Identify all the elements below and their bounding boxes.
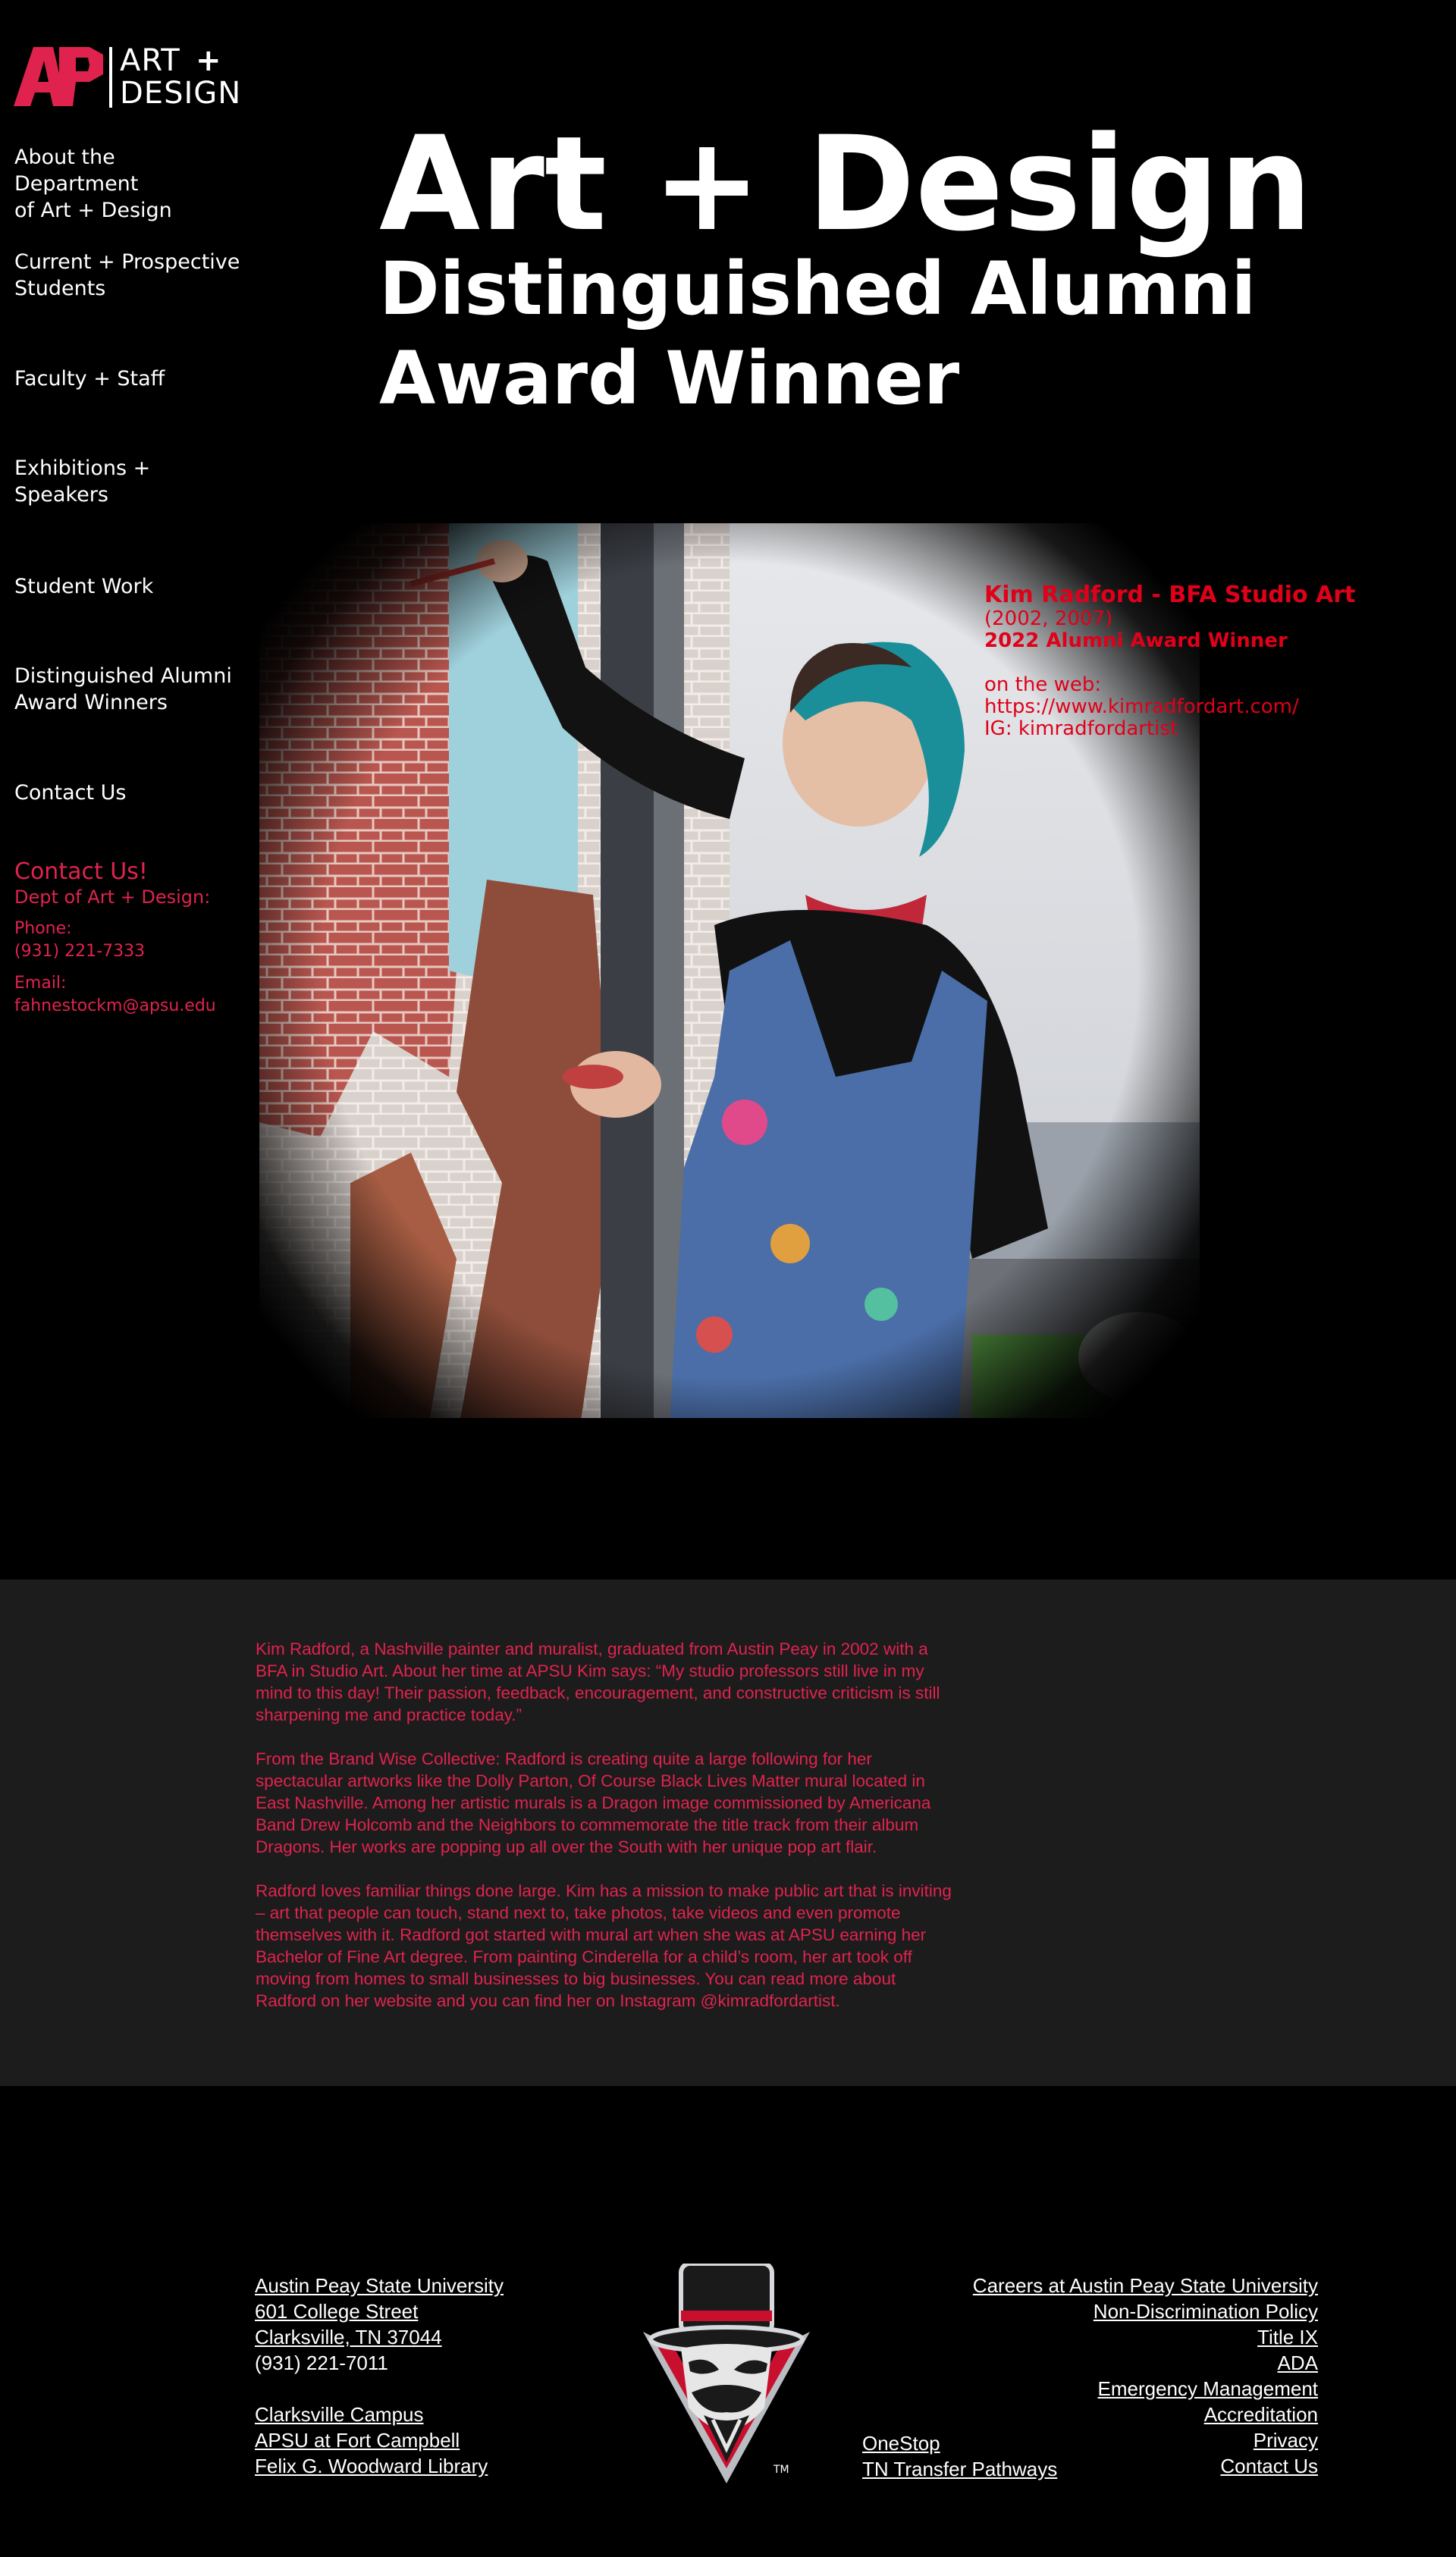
nav-item-alumni-winners[interactable]: Distinguished Alumni Award Winners [14,664,232,714]
page-title: Art + Design [379,108,1313,260]
nav-item-exhibitions[interactable]: Exhibitions + Speakers [14,456,151,507]
footer-gap [255,2376,619,2402]
nav-item-about[interactable]: About the Department of Art + Design [14,146,172,222]
footer-address [255,2273,619,2479]
bio-text [256,1638,953,2034]
winner-website-link[interactable]: https://www.kimradfordart.com/ [984,695,1299,718]
footer-link-library[interactable]: Felix G. Woodward Library [255,2455,488,2477]
footer-link-title-ix[interactable]: Title IX [1257,2326,1318,2348]
winner-years: (2002, 2007) [984,607,1113,630]
footer-link-tn-transfer[interactable]: TN Transfer Pathways [862,2458,1058,2480]
winner-info [984,582,1379,740]
contact-phone-label: Phone: [14,919,72,938]
winner-spacer [984,652,1379,674]
footer-link-non-discrimination[interactable]: Non-Discrimination Policy [1093,2300,1318,2323]
footer-city-link[interactable]: Clarksville, TN 37044 [255,2326,442,2348]
winner-name: Kim Radford - BFA Studio Art [984,582,1356,608]
contact-email-label: Email: [14,974,67,993]
contact-dept: Dept of Art + Design: [14,886,211,908]
contact-email[interactable]: fahnestockm@apsu.edu [14,996,216,1015]
mascot-tm: TM [774,2464,789,2476]
winner-web-label: on the web: [984,673,1102,696]
winner-instagram[interactable]: IG: kimradfordartist [984,717,1178,740]
contact-phone[interactable]: (931) 221-7333 [14,942,146,961]
nav-item-student-work[interactable]: Student Work [14,575,154,598]
bio-paragraph-2: From the Brand Wise Collective: Radford is creating quite a large following for her spectacular artworks like the Dolly Parton, Of Course Black Lives Matter mural located in East Nashville. Among her artistic murals is a Dragon image commissioned by Americana Band Drew Holcomb and the Neighbors to commemorate the title track from their album Dragons. Her works are popping up all over the South with her unique pop art flair. [256,1749,931,1856]
ap-logo-icon [14,47,103,106]
contact-title: Contact Us! [14,858,148,885]
footer-link-privacy[interactable]: Privacy [1253,2429,1318,2452]
bio-paragraph-3: Radford loves familiar things done large. Kim has a mission to make public art that is inviting – art that people can touch, stand next to, take photos, take videos and even promote themselves with it. Radford got started with mural art when she was at APSU earning her Bachelor of Fine Art degree. From painting Cinderella for a child’s room, her art took off moving from homes to small businesses to big businesses. You can read more about Radford on her website and you can find her on Instagram @kimradfordartist. [256,1881,952,2010]
logo-divider [109,47,112,108]
logo-art-text: ART [120,43,180,78]
governor-mascot-icon[interactable] [628,2264,825,2483]
logo-plus-icon: + [196,43,221,78]
bio-paragraph-1: Kim Radford, a Nashville painter and muralist, graduated from Austin Peay in 2002 with a BFA in Studio Art. About her time at APSU Kim says: “My studio professors still live in my mind to this day! Their passion, feedback, encouragement, and constructive criticism is still sharpening me and practice today.” [256,1639,940,1724]
footer-phone: (931) 221-7011 [255,2351,388,2374]
nav-item-students[interactable]: Current + Prospective Students [14,250,240,300]
subtitle-line-1: Distinguished Alumni [379,246,1257,331]
site-logo[interactable] [14,43,242,111]
subtitle-line-2: Award Winner [379,336,960,421]
footer-link-emergency[interactable]: Emergency Management [1097,2377,1318,2400]
contact-block [14,858,257,1018]
footer-link-clarksville-campus[interactable]: Clarksville Campus [255,2403,424,2426]
footer-link-fort-campbell[interactable]: APSU at Fort Campbell [255,2429,460,2452]
nav-item-contact[interactable]: Contact Us [14,781,127,805]
page-subtitle [379,244,1256,423]
footer-university-link[interactable]: Austin Peay State University [255,2274,504,2297]
footer-right-links [924,2273,1318,2479]
logo-design-text: DESIGN [120,76,242,111]
footer-link-careers[interactable]: Careers at Austin Peay State University [972,2274,1318,2297]
footer-street-link[interactable]: 601 College Street [255,2300,419,2323]
footer-link-accreditation[interactable]: Accreditation [1203,2403,1318,2426]
footer-link-onestop[interactable]: OneStop [862,2432,940,2455]
nav-item-faculty-staff[interactable]: Faculty + Staff [14,367,165,391]
footer-link-ada[interactable]: ADA [1277,2351,1318,2374]
winner-award: 2022 Alumni Award Winner [984,629,1288,652]
footer-link-contact[interactable]: Contact Us [1220,2455,1318,2477]
